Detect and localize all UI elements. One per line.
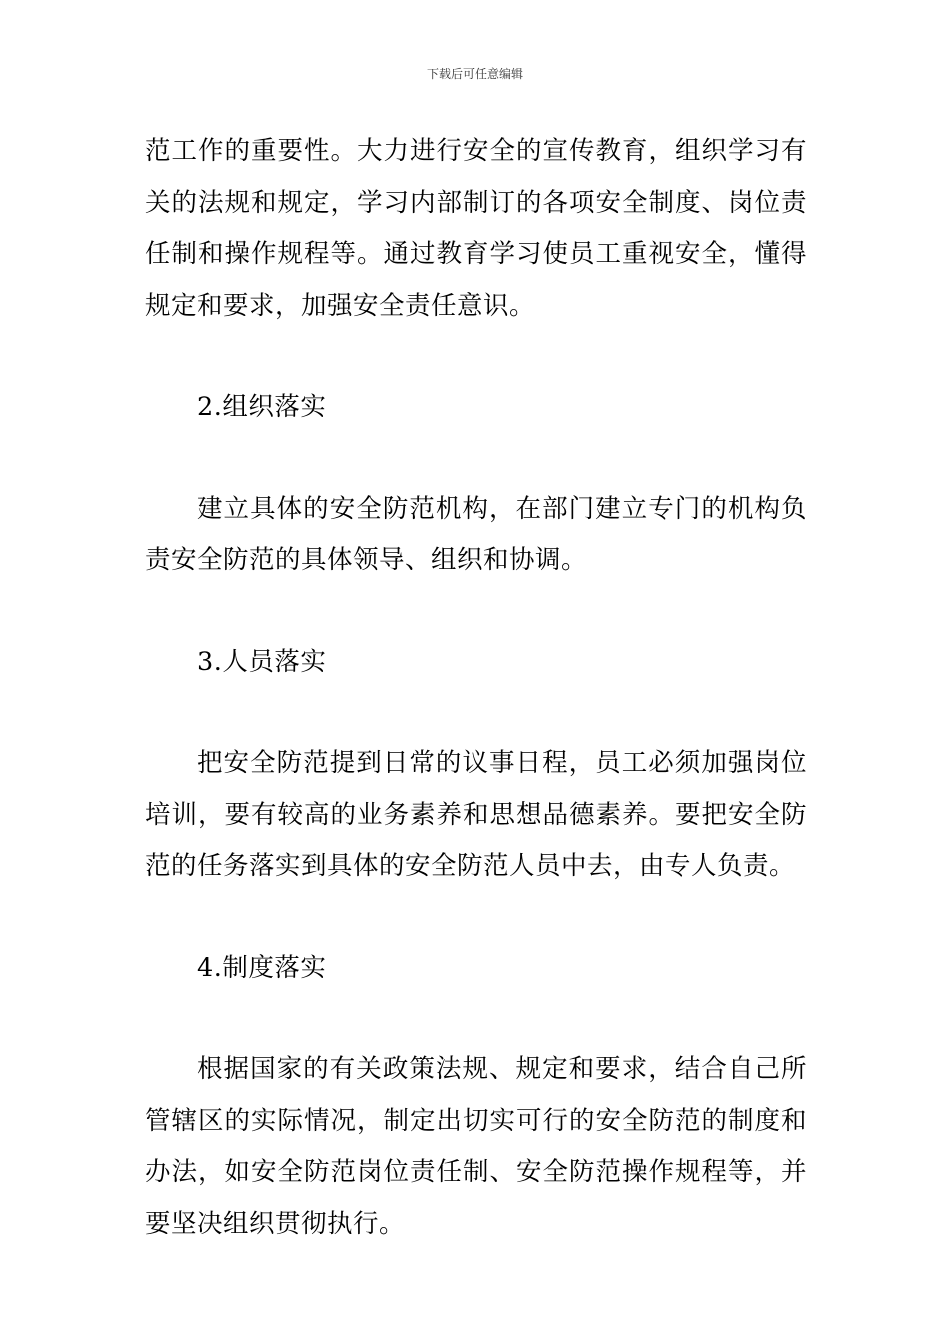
- paragraph-gap: [145, 434, 807, 484]
- document-body: [145, 126, 807, 1250]
- section-heading-system: 4.制度落实: [197, 952, 327, 983]
- paragraph-system: 根据国家的有关政策法规、规定和要求，结合自己所管辖区的实际情况，制定出切实可行的安全防范的制度和办法，如安全防范岗位责任制、安全防范操作规程等，并要坚决组织贯彻执行。: [145, 1054, 807, 1239]
- paragraph-gap: [145, 332, 807, 382]
- section-heading-personnel: 3.人员落实: [197, 646, 327, 677]
- paragraph-organization: 建立具体的安全防范机构，在部门建立专门的机构负责安全防范的具体领导、组织和协调。: [145, 493, 807, 575]
- paragraph-personnel: 把安全防范提到日常的议事日程，员工必须加强岗位培训，要有较高的业务素养和思想品德素养。要把安全防范的任务落实到具体的安全防范人员中去，由专人负责。: [145, 748, 807, 881]
- paragraph-gap: [145, 893, 807, 943]
- paragraph-continuation: 范工作的重要性。大力进行安全的宣传教育，组织学习有关的法规和规定，学习内部制订的各项安全制度、岗位责任制和操作规程等。通过教育学习使员工重视安全，懂得规定和要求，加强安全责任意识。: [145, 136, 807, 321]
- paragraph-gap: [145, 587, 807, 637]
- page-header: 下载后可任意编辑: [426, 67, 523, 81]
- paragraph-gap: [145, 688, 807, 738]
- section-heading-organization: 2.组织落实: [197, 392, 327, 422]
- paragraph-gap: [145, 994, 807, 1044]
